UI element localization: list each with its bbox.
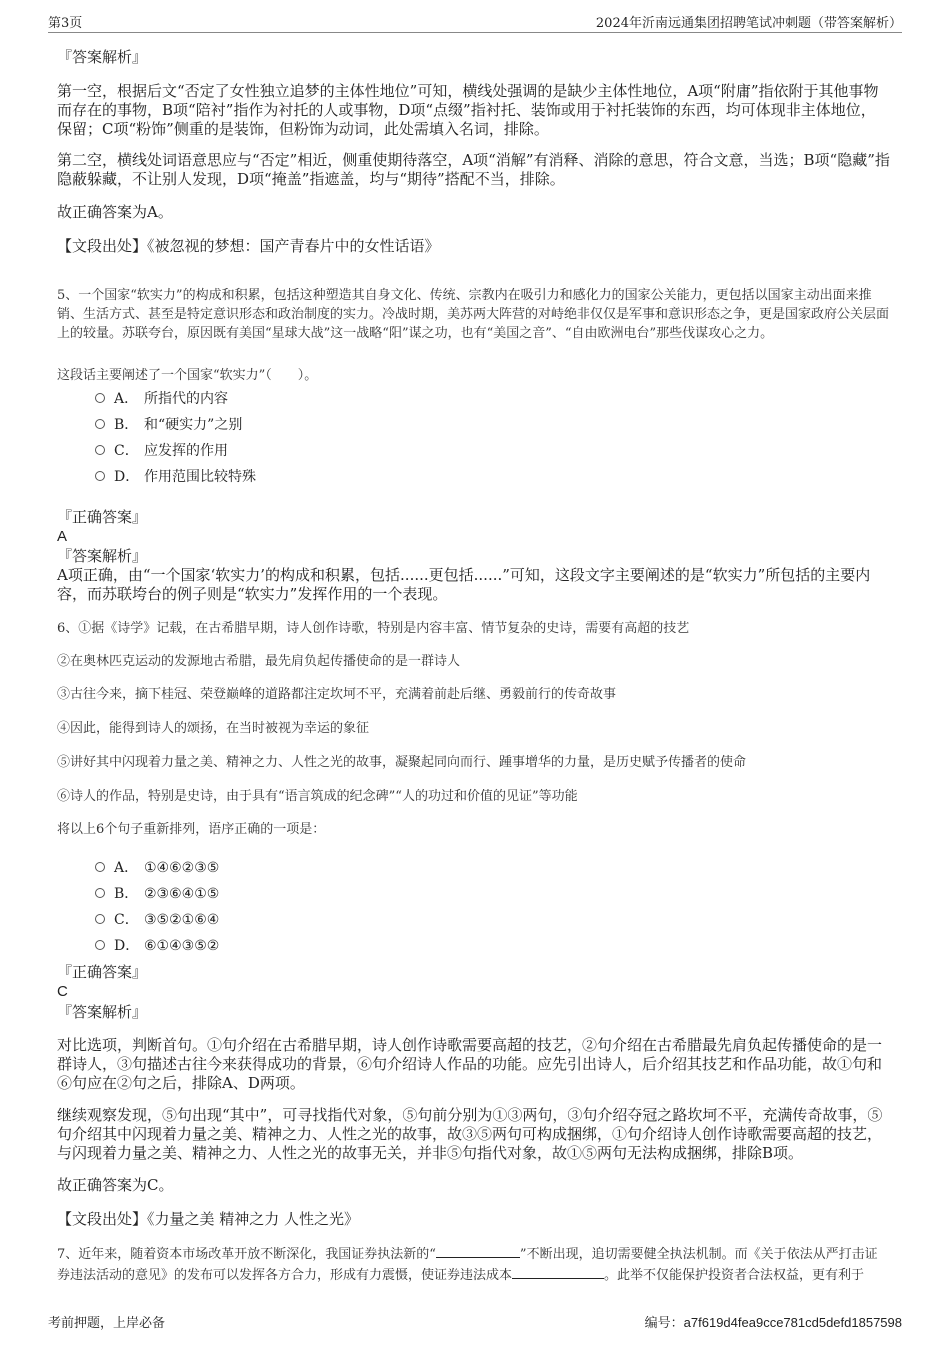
radio-icon[interactable] (95, 471, 105, 481)
q6-sentence-3: ③古往今来，摘下桂冠、荣登巅峰的道路都注定坎坷不平，充满着前赴后继、勇毅前行的传奇故事 (57, 687, 617, 702)
q4-analysis-label: 『答案解析』 (57, 48, 148, 66)
q6-sentence-2: ②在奥林匹克运动的发源地古希腊，最先肩负起传播使命的是一群诗人 (57, 654, 461, 669)
q7-blank-1[interactable] (436, 1244, 520, 1258)
q6-analysis-label: 『答案解析』 (57, 1003, 148, 1021)
q5-option-c[interactable]: C． 应发挥的作用 (95, 440, 228, 460)
q5-option-a[interactable]: A． 所指代的内容 (95, 388, 228, 408)
radio-icon[interactable] (95, 862, 105, 872)
q6-sentence-1: 6、①据《诗学》记载，在古希腊早期，诗人创作诗歌，特别是内容丰富、情节复杂的史诗，需要有高超的技艺 (57, 621, 690, 636)
q4-analysis-p1: 第一空，根据后文“否定了女性独立追梦的主体性地位”可知，横线处强调的是缺少主体性地位，A项“附庸”指依附于其他事物而存在的事物，B项“陪衬”指作为衬托的人或事物，D项“点缀”指衬托、装饰或用于衬托装饰的东西，均可体现非主体地位，保留；C项“粉饰”侧重的是装饰，但粉饰为动词，此处需填入名词，排除。 (57, 82, 879, 138)
q6-option-b[interactable]: B． ②③⑥④①⑤ (95, 883, 219, 903)
footer-slogan: 考前押题，上岸必备 (48, 1316, 166, 1331)
q6-sentence-4: ④因此，能得到诗人的颂扬，在当时被视为幸运的象征 (57, 721, 370, 736)
q6-source: 【文段出处】《力量之美 精神之力 人性之光》 (57, 1210, 360, 1228)
radio-icon[interactable] (95, 940, 105, 950)
q6-option-a[interactable]: A． ①④⑥②③⑤ (95, 857, 219, 877)
q6-answer-label: 『正确答案』 (57, 963, 148, 981)
radio-icon[interactable] (95, 914, 105, 924)
footer-serial: 编号：a7f619d4fea9cce781cd5defd1857598 (644, 1315, 902, 1330)
q4-source: 【文段出处】《被忽视的梦想：国产青春片中的女性话语》 (57, 237, 440, 255)
q6-sentence-5: ⑤讲好其中闪现着力量之美、精神之力、人性之光的故事，凝聚起同向而行、踵事增华的力量，是历史赋予传播者的使命 (57, 755, 747, 770)
q6-answer: C (57, 983, 68, 1000)
q4-analysis-p2: 第二空，横线处词语意思应与“否定”相近，侧重使期待落空，A项“消解”有消释、消除的意思，符合文意，当选；B项“隐藏”指隐蔽躲藏，不让别人发现，D项“掩盖”指遮盖，均与“期待”搭配不当，排除。 (57, 151, 890, 188)
q6-analysis-p2: 继续观察发现，⑤句出现“其中”，可寻找指代对象，⑤句前分别为①③两句，③句介绍夺冠之路坎坷不平，充满传奇故事，⑤句介绍其中闪现着力量之美、精神之力、人性之光的故事，故③⑤两句可构成捆绑，①句介绍诗人创作诗歌需要高超的技艺，与闪现着力量之美、精神之力、人性之光的故事无关，并非⑤句指代对象，故①⑤两句无法构成捆绑，排除B项。 (57, 1106, 883, 1162)
q6-analysis-p1: 对比选项，判断首句。①句介绍在古希腊早期，诗人创作诗歌需要高超的技艺，②句介绍在古希腊最先肩负起传播使命的是一群诗人，③句描述古往今来获得成功的背景，⑥句介绍诗人作品的功能。应先引出诗人，后介绍其技艺和作品功能，故①句和⑥句应在②句之后，排除A、D两项。 (57, 1036, 883, 1092)
q6-sentence-6: ⑥诗人的作品，特别是史诗，由于具有“语言筑成的纪念碑”“人的功过和价值的见证”等功能 (57, 789, 578, 804)
q5-option-d[interactable]: D． 作用范围比较特殊 (95, 466, 256, 486)
q5-stem: 5、一个国家“软实力”的构成和积累，包括这种塑造其自身文化、传统、宗教内在吸引力和感化力的国家公关能力，更包括以国家主动出面来推销、生活方式、甚至是特定意识形态和政治制度的实力。冷战时期，美苏两大阵营的对峙绝非仅仅是军事和意识形态之争，更是国家政府公关层面上的较量。苏联夸台，原因既有美国“星球大战”这一战略“阳”谋之功，也有“美国之音”、“自由欧洲电台”那些伐谋攻心之力。 (57, 288, 890, 341)
q5-answer-label: 『正确答案』 (57, 508, 148, 526)
document-title: 2024年沂南远通集团招聘笔试冲刺题（带答案解析） (595, 16, 902, 31)
radio-icon[interactable] (95, 419, 105, 429)
q7-stem-line2: 券违法活动的意见》的发布可以发挥各方合力，形成有力震慑，使证券违法成本 。此举不仅能保护投资者合法权益，更有利于 (57, 1265, 900, 1285)
q5-question: 这段话主要阐述了一个国家“软实力”（ ）。 (57, 368, 318, 383)
q7-stem-line1: 7、近年来，随着资本市场改革开放不断深化，我国证券执法新的“ ”不断出现，追切需要健全执法机制。而《关于依法从严打击证 (57, 1244, 900, 1264)
q5-option-b[interactable]: B． 和“硬实力”之别 (95, 414, 242, 434)
q6-option-d[interactable]: D． ⑥①④③⑤② (95, 935, 219, 955)
q6-conclusion: 故正确答案为C。 (57, 1176, 174, 1194)
page-header (48, 10, 902, 33)
radio-icon[interactable] (95, 445, 105, 455)
q5-analysis: A项正确，由“一个国家‘软实力’的构成和积累，包括......更包括......”可知，这段文字主要阐述的是“软实力”所包括的主要内容，而苏联垮台的例子则是“软实力”发挥作用的一个表现。 (57, 566, 871, 603)
radio-icon[interactable] (95, 393, 105, 403)
page-number: 第3页 (48, 16, 83, 31)
q6-question: 将以上6个句子重新排列，语序正确的一项是： (57, 822, 326, 837)
q4-conclusion: 故正确答案为A。 (57, 203, 173, 221)
q6-option-c[interactable]: C． ③⑤②①⑥④ (95, 909, 219, 929)
radio-icon[interactable] (95, 888, 105, 898)
q5-answer: A (57, 528, 68, 545)
q5-analysis-label: 『答案解析』 (57, 547, 148, 565)
q7-blank-2[interactable] (512, 1265, 604, 1279)
